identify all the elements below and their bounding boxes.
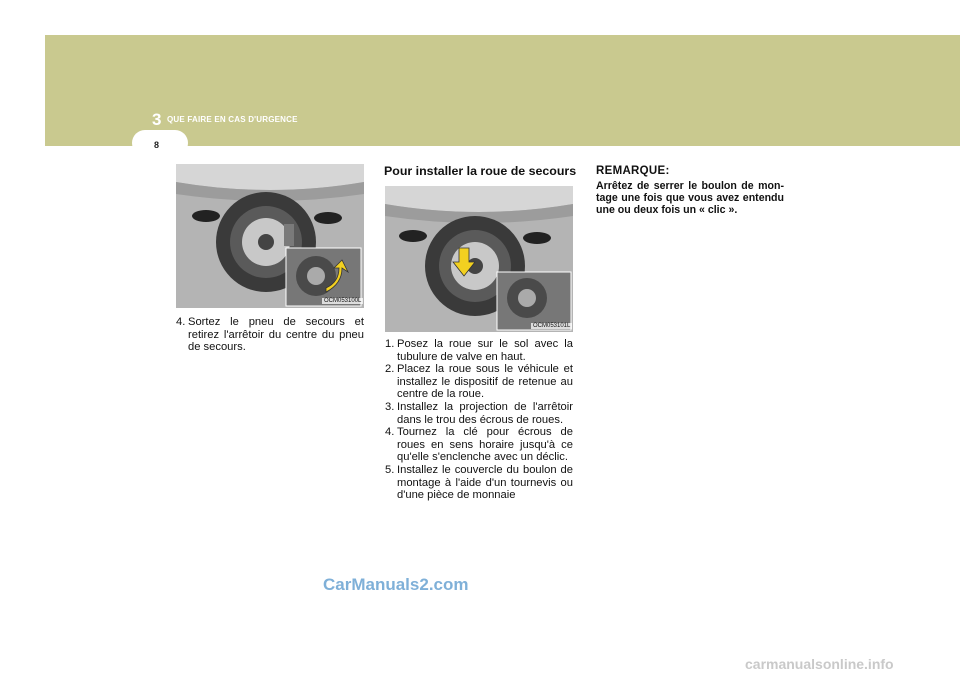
list-item: [385, 401, 573, 426]
watermark-left[interactable]: CarManuals2.com: [323, 575, 469, 594]
step-text: Sortez le pneu de secours et retirez l'arrêtoir du centre du pneu de secours.: [188, 316, 364, 354]
section-heading: Pour installer la roue de secours: [384, 164, 577, 178]
list-item: [385, 464, 573, 502]
install-illustration: [385, 186, 573, 332]
spare-tire-photo-left: [176, 164, 364, 308]
step-text: Installez le couvercle du boulon de montage à l'aide d'un tournevis ou d'une pièce de monnaie: [397, 463, 573, 502]
chapter-number: 3: [152, 110, 162, 129]
list-item: [385, 363, 573, 401]
list-item: [176, 316, 364, 354]
note-body: Arrêtez de serrer le boulon de mon-tage une fois que vous avez entendu une ou deux fois un « clic ».: [596, 180, 784, 216]
step-text: Posez la roue sur le sol avec la tubulure de valve en haut.: [397, 338, 573, 363]
step-number: 5.: [385, 463, 395, 476]
header-band: [45, 35, 960, 146]
left-steps: [176, 316, 364, 354]
step-number: 4.: [385, 426, 395, 439]
step-number: 1.: [385, 338, 395, 350]
step-number: 3.: [385, 400, 395, 413]
spare-tire-illustration: [176, 164, 364, 308]
middle-steps: [385, 338, 573, 502]
step-text: Installez la projection de l'arrêtoir dans le trou des écrous de roues.: [397, 400, 573, 426]
step-text: Placez la roue sous le véhicule et installez le dispositif de retenue au centre de la roue.: [397, 363, 573, 401]
step-text: Tournez la clé pour écrous de roues en sens horaire jusqu'à ce qu'elle s'enclenche avec un déclic.: [397, 426, 573, 464]
list-item: [385, 338, 573, 363]
list-item: [385, 426, 573, 464]
watermark-right[interactable]: carmanualsonline.info: [745, 656, 894, 672]
photo-code-left: OCM053100L: [324, 298, 362, 304]
step-number: 2.: [385, 363, 395, 376]
photo-code-middle: OCM053101L: [533, 323, 571, 329]
step-number: 4.: [176, 316, 186, 328]
chapter-title: QUE FAIRE EN CAS D'URGENCE: [167, 115, 298, 124]
note-heading: REMARQUE:: [596, 165, 670, 177]
spare-tire-photo-middle: [385, 186, 573, 332]
page-number: 8: [154, 140, 160, 150]
page-number-tab: [132, 130, 188, 156]
